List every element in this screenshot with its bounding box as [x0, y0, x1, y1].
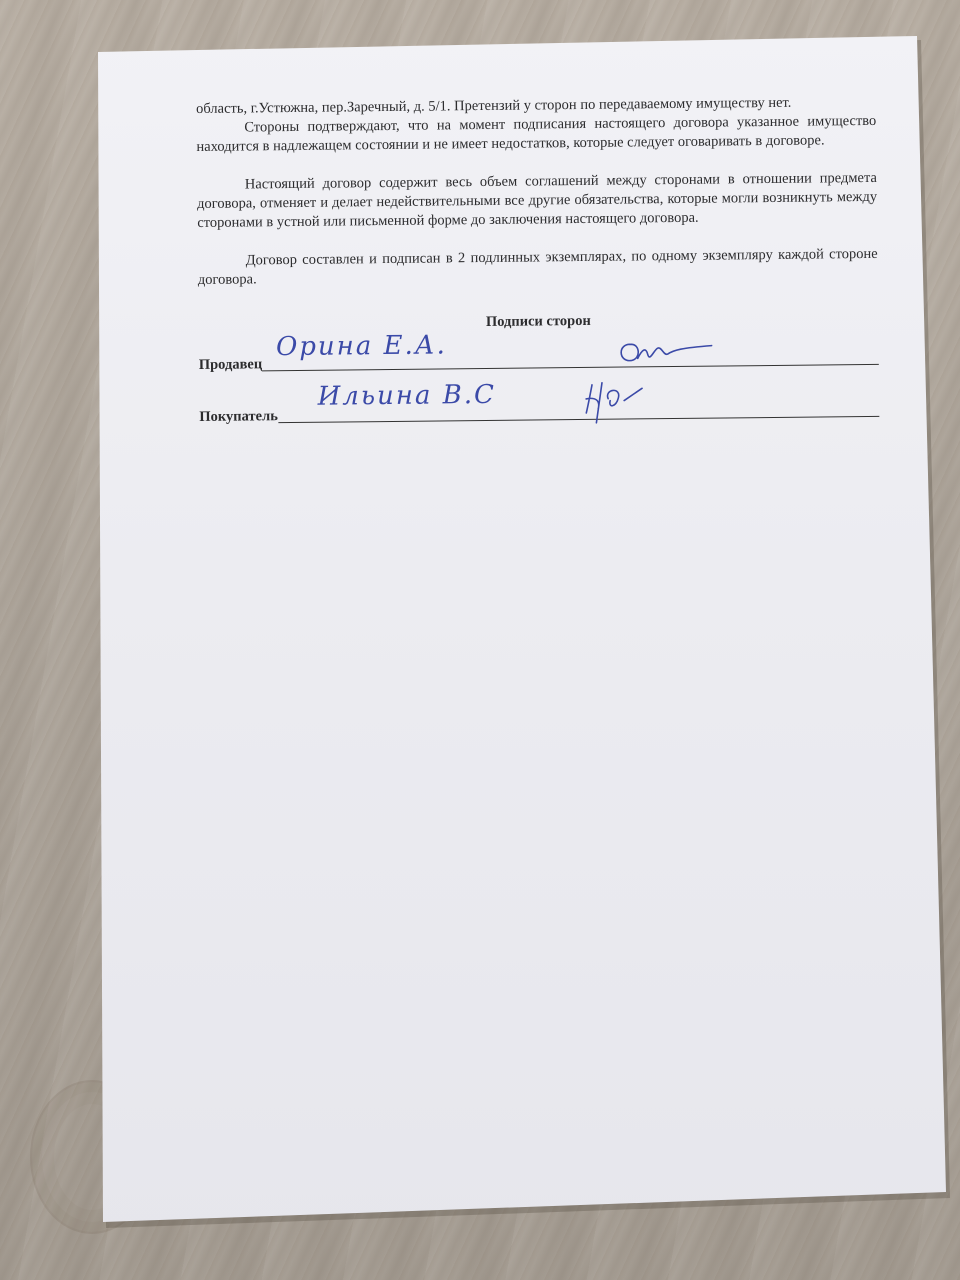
signatures-title: Подписи сторон [485, 312, 591, 330]
document-body [196, 93, 879, 427]
buyer-label: Покупатель [199, 408, 278, 425]
seller-handwritten-name: Орина Е.А. [275, 330, 447, 363]
paragraph-entire-agreement: Настоящий договор содержит весь объем соглашений между сторонами в отношении предмета договора, отменяет и делает недействительными все другие обязательства, которые могли возникнуть между сторонами в устной или письменной форме до заключения настоящего договора. [197, 169, 878, 231]
seller-signature-row [198, 330, 879, 375]
seller-signature-line [262, 330, 879, 371]
paragraph-property-condition: Стороны подтверждают, что на момент подписания настоящего договора указанное имущество находится в надлежащем состоянии и не имеет недостатков, которые следует оговаривать в договоре. [196, 112, 877, 155]
buyer-handwritten-name: Ильина В.С [317, 379, 497, 412]
buyer-signature-line [278, 379, 880, 423]
buyer-signature-scribble [577, 378, 658, 429]
seller-signature-scribble [612, 332, 722, 369]
paragraph-property-claims: область, г.Устюжна, пер.Заречный, д. 5/1. Претензий у сторон по передаваемому имуществу нет. [196, 94, 792, 117]
paragraph-copies: Договор составлен и подписан в 2 подлинных экземплярах, по одному экземпляру каждой стороне договора. [197, 245, 878, 288]
seller-label: Продавец [198, 356, 263, 373]
